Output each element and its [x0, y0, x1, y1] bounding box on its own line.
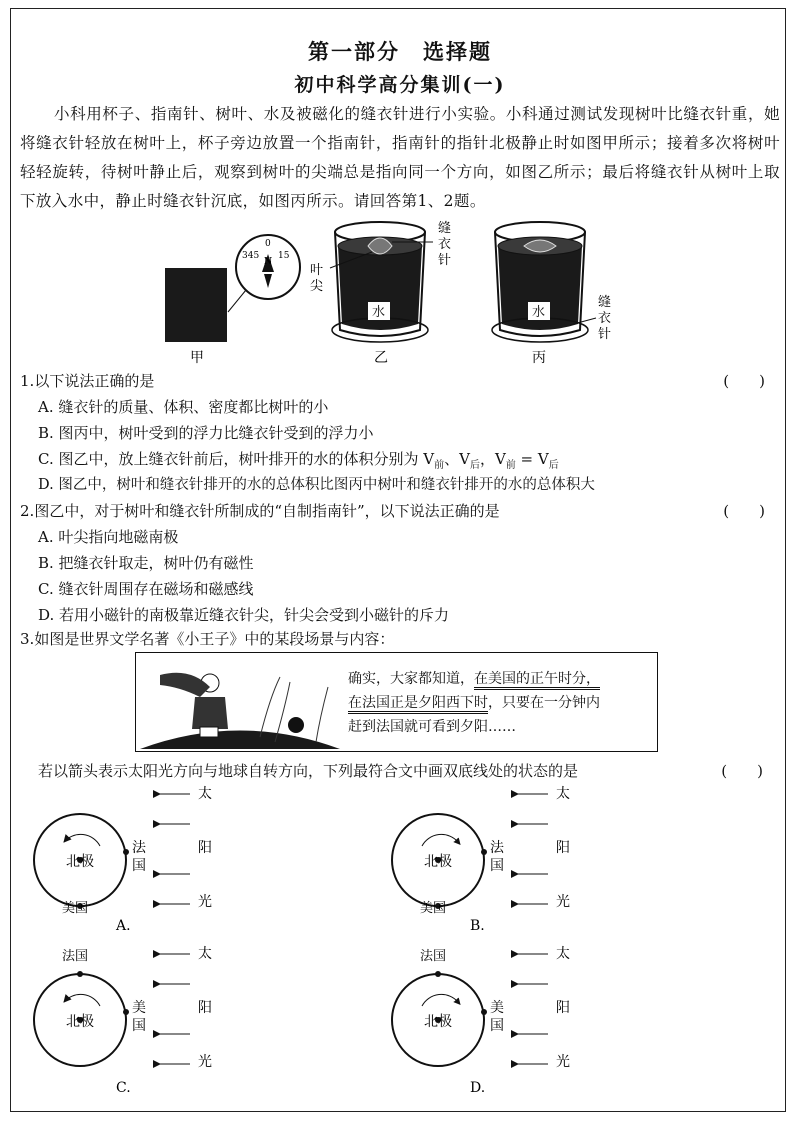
svg-text:D.: D. [470, 1080, 486, 1096]
diagram-d[interactable] [392, 945, 570, 1096]
experiment-figure [150, 212, 630, 372]
svg-text:国: 国 [490, 1018, 504, 1034]
svg-text:太: 太 [198, 786, 212, 802]
q1-option-d[interactable]: D. 图乙中，树叶和缝衣针排开的水的总体积比图丙中树叶和缝衣针排开的水的总体积大 [38, 477, 595, 493]
svg-text:美国: 美国 [62, 901, 89, 916]
q2-option-a[interactable]: A. 叶尖指向地磁南极 [38, 528, 179, 546]
quote-text: 确实，大家都知道，在美国的正午时分， 在法国正是夕阳西下时，只要在一分钟内 赶到法国就可看到夕阳…… [348, 671, 600, 735]
svg-text:法国: 法国 [62, 949, 89, 964]
label-tip: 叶尖 [310, 263, 324, 294]
label-needle-b: 缝衣针 [438, 221, 452, 268]
q2-option-d[interactable]: D. 若用小磁针的南极靠近缝衣针尖，针尖会受到小磁针的斥力 [38, 606, 450, 624]
compass-icon [236, 235, 300, 299]
q2-option-c[interactable]: C. 缝衣针周围存在磁场和磁感线 [38, 580, 254, 598]
caption-b: 乙 [374, 350, 388, 366]
svg-text:阳: 阳 [198, 1000, 212, 1016]
svg-text:光: 光 [198, 894, 212, 910]
svg-text:0: 0 [265, 239, 271, 249]
svg-text:太: 太 [556, 786, 570, 802]
caption-c: 丙 [532, 350, 546, 366]
little-prince-box [135, 652, 658, 752]
svg-text:国: 国 [132, 1018, 146, 1034]
svg-text:C.: C. [116, 1080, 131, 1096]
intro-paragraph: 小科用杯子、指南针、树叶、水及被磁化的缝衣针进行小实验。小科通过测试发现树叶比缝衣针重，她将缝衣针轻放在树叶上，杯子旁边放置一个指南针，指南针的指针北极静止时如图甲所示；接着多次将树叶轻轻旋转，待树叶静止后，观察到树叶的尖端总是指向同一个方向，如图乙所示；最后将缝衣针从树叶上取下放入水中，静止时缝衣针沉底，如图丙所示。请回答第1、2题。 [20, 105, 780, 210]
svg-text:水: 水 [532, 305, 546, 320]
svg-text:北极: 北极 [66, 1014, 94, 1030]
svg-text:法: 法 [132, 840, 146, 856]
svg-text:太: 太 [198, 946, 212, 962]
svg-text:北极: 北极 [66, 854, 94, 870]
diagram-b[interactable] [392, 785, 570, 934]
svg-text:光: 光 [556, 894, 570, 910]
svg-text:阳: 阳 [556, 840, 570, 856]
little-prince-illustration [140, 657, 340, 749]
svg-text:国: 国 [490, 858, 504, 874]
svg-text:法国: 法国 [420, 949, 447, 964]
svg-text:北极: 北极 [424, 1014, 452, 1030]
svg-text:美: 美 [132, 1000, 146, 1016]
leaf-photo [165, 268, 227, 342]
question-3-ask: 若以箭头表示太阳光方向与地球自转方向，下列最符合文中画双底线处的状态的是 ( ) [38, 762, 763, 780]
svg-text:水: 水 [372, 305, 386, 320]
caption-a: 甲 [190, 350, 204, 366]
cup-c [492, 222, 596, 342]
svg-text:N: N [264, 257, 273, 267]
svg-text:阳: 阳 [198, 840, 212, 856]
svg-text:光: 光 [198, 1054, 212, 1070]
page-title: 初中科学高分集训(一) [294, 74, 506, 96]
question-3: 3.如图是世界文学名著《小王子》中的某段场景与内容： [20, 630, 395, 648]
label-needle-c: 缝衣针 [598, 295, 612, 342]
svg-text:光: 光 [556, 1054, 570, 1070]
question-2: 2.图乙中，对于树叶和缝衣针所制成的“自制指南针”，以下说法正确的是 ( ) [20, 502, 765, 520]
svg-text:太: 太 [556, 946, 570, 962]
q1-option-a[interactable]: A. 缝衣针的质量、体积、密度都比树叶的小 [38, 398, 329, 416]
svg-text:345: 345 [242, 251, 260, 261]
svg-text:15: 15 [278, 251, 290, 261]
svg-text:美国: 美国 [420, 901, 447, 916]
svg-text:A.: A. [116, 918, 131, 934]
section-title: 第一部分 选择题 [308, 39, 492, 64]
question-1: 1.以下说法正确的是 ( ) [20, 372, 765, 390]
diagram-c[interactable] [34, 945, 212, 1096]
cup-b [330, 222, 433, 342]
svg-text:北极: 北极 [424, 854, 452, 870]
svg-text:阳: 阳 [556, 1000, 570, 1016]
diagram-a[interactable] [34, 785, 212, 934]
q2-option-b[interactable]: B. 把缝衣针取走，树叶仍有磁性 [38, 554, 254, 572]
q1-option-c[interactable]: C. 图乙中，放上缝衣针前后，树叶排开的水的体积分别为 $V_前$、$V_后$，$V_前 = V_后$ [38, 450, 559, 471]
q1-option-b[interactable]: B. 图丙中，树叶受到的浮力比缝衣针受到的浮力小 [38, 424, 374, 442]
svg-text:B.: B. [470, 918, 485, 934]
svg-text:美: 美 [490, 1000, 504, 1016]
earth-diagrams [20, 780, 780, 1100]
svg-text:国: 国 [132, 858, 146, 874]
svg-text:法: 法 [490, 840, 504, 856]
